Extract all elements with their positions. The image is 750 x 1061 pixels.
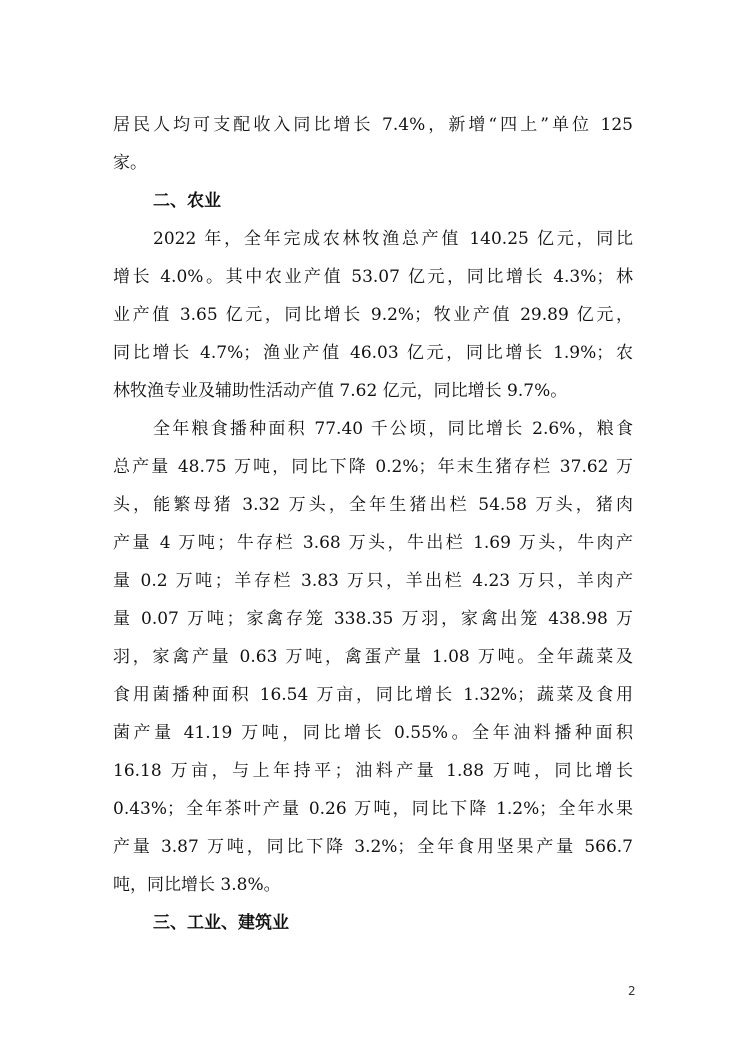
section-heading-industry: 三、工业、建筑业: [153, 913, 289, 933]
text-line: 菌产量 41.19 万吨，同比增长 0.55%。全年油料播种面积: [113, 723, 633, 743]
text-line: 林牧渔专业及辅助性活动产值 7.62 亿元，同比增长 9.7%。: [113, 381, 568, 401]
text-line: 头，能繁母猪 3.32 万头，全年生猪出栏 54.58 万头，猪肉: [113, 495, 633, 515]
text-line: 量 0.2 万吨；羊存栏 3.83 万只，羊出栏 4.23 万只，羊肉产: [113, 571, 633, 591]
text-line: 家。: [113, 153, 147, 173]
text-line: 业产值 3.65 亿元，同比增长 9.2%；牧业产值 29.89 亿元，: [113, 305, 633, 325]
text-line: 居民人均可支配收入同比增长 7.4%，新增“四上”单位 125: [113, 115, 633, 135]
page-number: 2: [628, 984, 636, 998]
text-line: 全年粮食播种面积 77.40 千公顷，同比增长 2.6%，粮食: [153, 419, 633, 439]
text-line: 羽，家禽产量 0.63 万吨，禽蛋产量 1.08 万吨。全年蔬菜及: [113, 647, 633, 667]
text-line: 总产量 48.75 万吨，同比下降 0.2%；年末生猪存栏 37.62 万: [113, 457, 633, 477]
text-line: 增长 4.0%。其中农业产值 53.07 亿元，同比增长 4.3%；林: [113, 267, 633, 287]
text-line: 食用菌播种面积 16.54 万亩，同比增长 1.32%；蔬菜及食用: [113, 685, 633, 705]
text-line: 16.18 万亩，与上年持平；油料产量 1.88 万吨，同比增长: [113, 761, 633, 781]
section-heading-agriculture: 二、农业: [153, 191, 221, 211]
text-line: 量 0.07 万吨；家禽存笼 338.35 万羽，家禽出笼 438.98 万: [113, 609, 633, 629]
text-line: 0.43%；全年茶叶产量 0.26 万吨，同比下降 1.2%；全年水果: [113, 799, 633, 819]
text-line: 产量 3.87 万吨，同比下降 3.2%；全年食用坚果产量 566.7: [113, 837, 633, 857]
text-line: 产量 4 万吨；牛存栏 3.68 万头，牛出栏 1.69 万头，牛肉产: [113, 533, 633, 553]
text-line: 吨，同比增长 3.8%。: [113, 875, 281, 895]
text-line: 同比增长 4.7%；渔业产值 46.03 亿元，同比增长 1.9%；农: [113, 343, 633, 363]
text-line: 2022 年，全年完成农林牧渔总产值 140.25 亿元，同比: [153, 229, 633, 249]
